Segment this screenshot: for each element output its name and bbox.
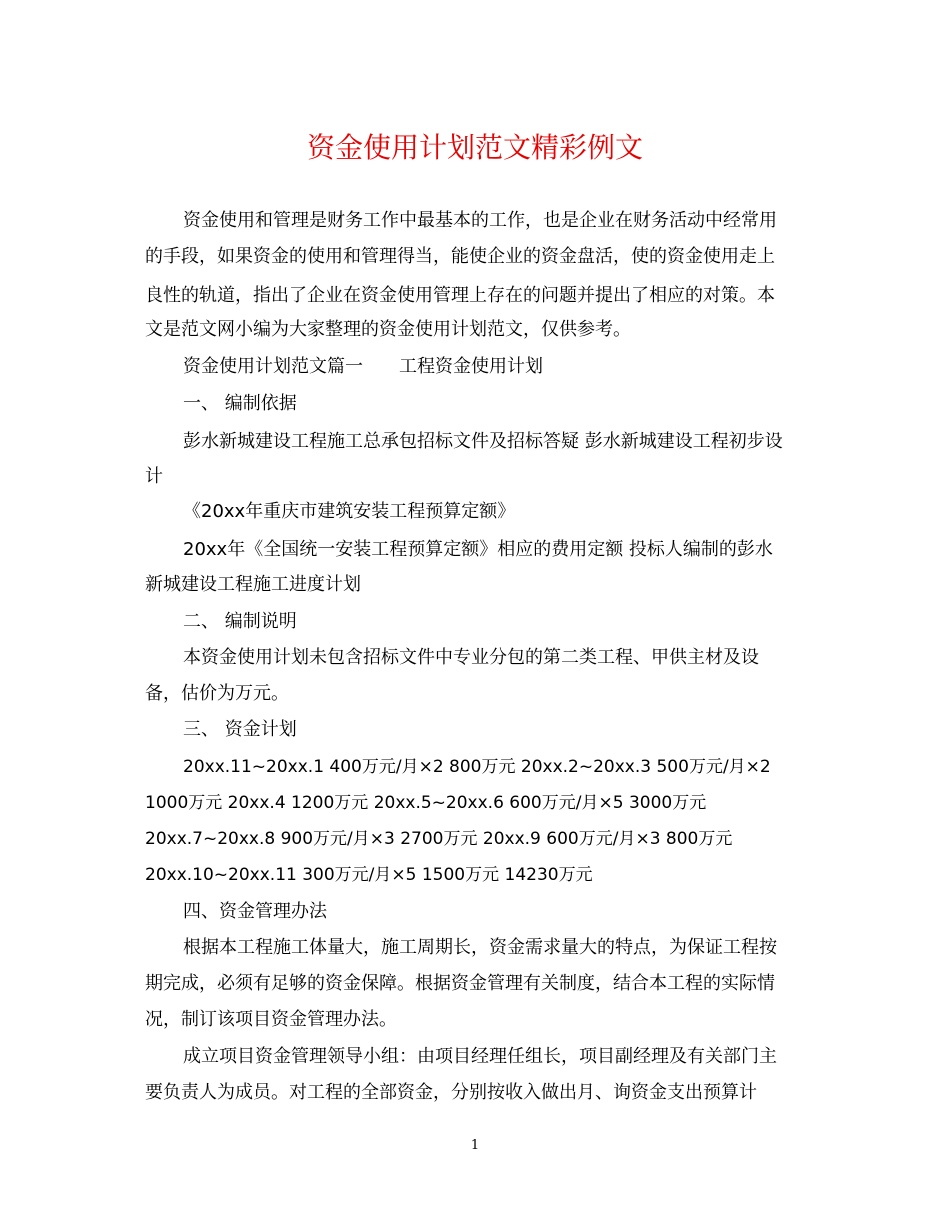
body-text-line: 本资金使用计划未包含招标文件中专业分包的第二类工程、甲供主材及设 — [183, 647, 759, 668]
body-text-line: 成立项目资金管理领导小组：由项目经理任组长，项目副经理及有关部门主 — [183, 1046, 777, 1067]
section-heading: 二、 编制说明 — [183, 611, 297, 632]
plan-line: 20xx.7~20xx.8 900万元/月×3 2700万元 20xx.9 600万元/月×3 800万元 — [145, 829, 733, 849]
body-text-line: 期完成，必须有足够的资金保障。根据资金管理有关制度，结合本工程的实际情 — [145, 973, 775, 994]
plan-line: 20xx.11~20xx.1 400万元/月×2 800万元 20xx.2~20xx.3 500万元/月×2 — [183, 757, 771, 777]
body-text-line: 彭水新城建设工程施工总承包招标文件及招标答疑 彭水新城建设工程初步设 — [183, 431, 783, 452]
section-heading: 三、 资金计划 — [183, 719, 297, 740]
body-text-line: 20xx年《全国统一安装工程预算定额》相应的费用定额 投标人编制的彭水 — [183, 539, 773, 560]
body-text-line: 根据本工程施工体量大，施工周期长，资金需求量大的特点，为保证工程按 — [183, 937, 777, 958]
body-text-line: 新城建设工程施工进度计划 — [145, 574, 361, 595]
page-number: 1 — [470, 1138, 480, 1153]
body-text-line: 文是范文网小编为大家整理的资金使用计划范文，仅供参考。 — [145, 319, 631, 340]
body-text-line: 良性的轨道，指出了企业在资金使用管理上存在的问题并提出了相应的对策。本 — [145, 285, 775, 306]
section-heading: 一、 编制依据 — [183, 393, 297, 414]
body-text-line: 要负责人为成员。对工程的全部资金，分别按收入做出月、询资金支出预算计 — [145, 1082, 757, 1103]
body-text-line: 资金使用和管理是财务工作中最基本的工作，也是企业在财务活动中经常用 — [183, 210, 777, 231]
body-text-line: 备，估价为万元。 — [145, 683, 289, 704]
body-text-line: 计 — [145, 466, 163, 487]
body-text-line: 《20xx年重庆市建筑安装工程预算定额》 — [183, 501, 516, 522]
body-text-line: 况，制订该项目资金管理办法。 — [145, 1009, 397, 1030]
document-title: 资金使用计划范文精彩例文 — [306, 131, 643, 164]
article-title: 资金使用计划范文篇一 — [183, 356, 363, 377]
section-heading: 四、资金管理办法 — [183, 901, 327, 922]
body-text-line: 的手段，如果资金的使用和管理得当，能使企业的资金盘活，使的资金使用走上 — [145, 246, 775, 267]
article-subtitle: 工程资金使用计划 — [399, 356, 543, 377]
plan-line: 20xx.10~20xx.11 300万元/月×5 1500万元 14230万元 — [145, 865, 593, 885]
plan-line: 1000万元 20xx.4 1200万元 20xx.5~20xx.6 600万元/月×5 3000万元 — [145, 793, 707, 813]
section-heading-line — [183, 355, 848, 379]
